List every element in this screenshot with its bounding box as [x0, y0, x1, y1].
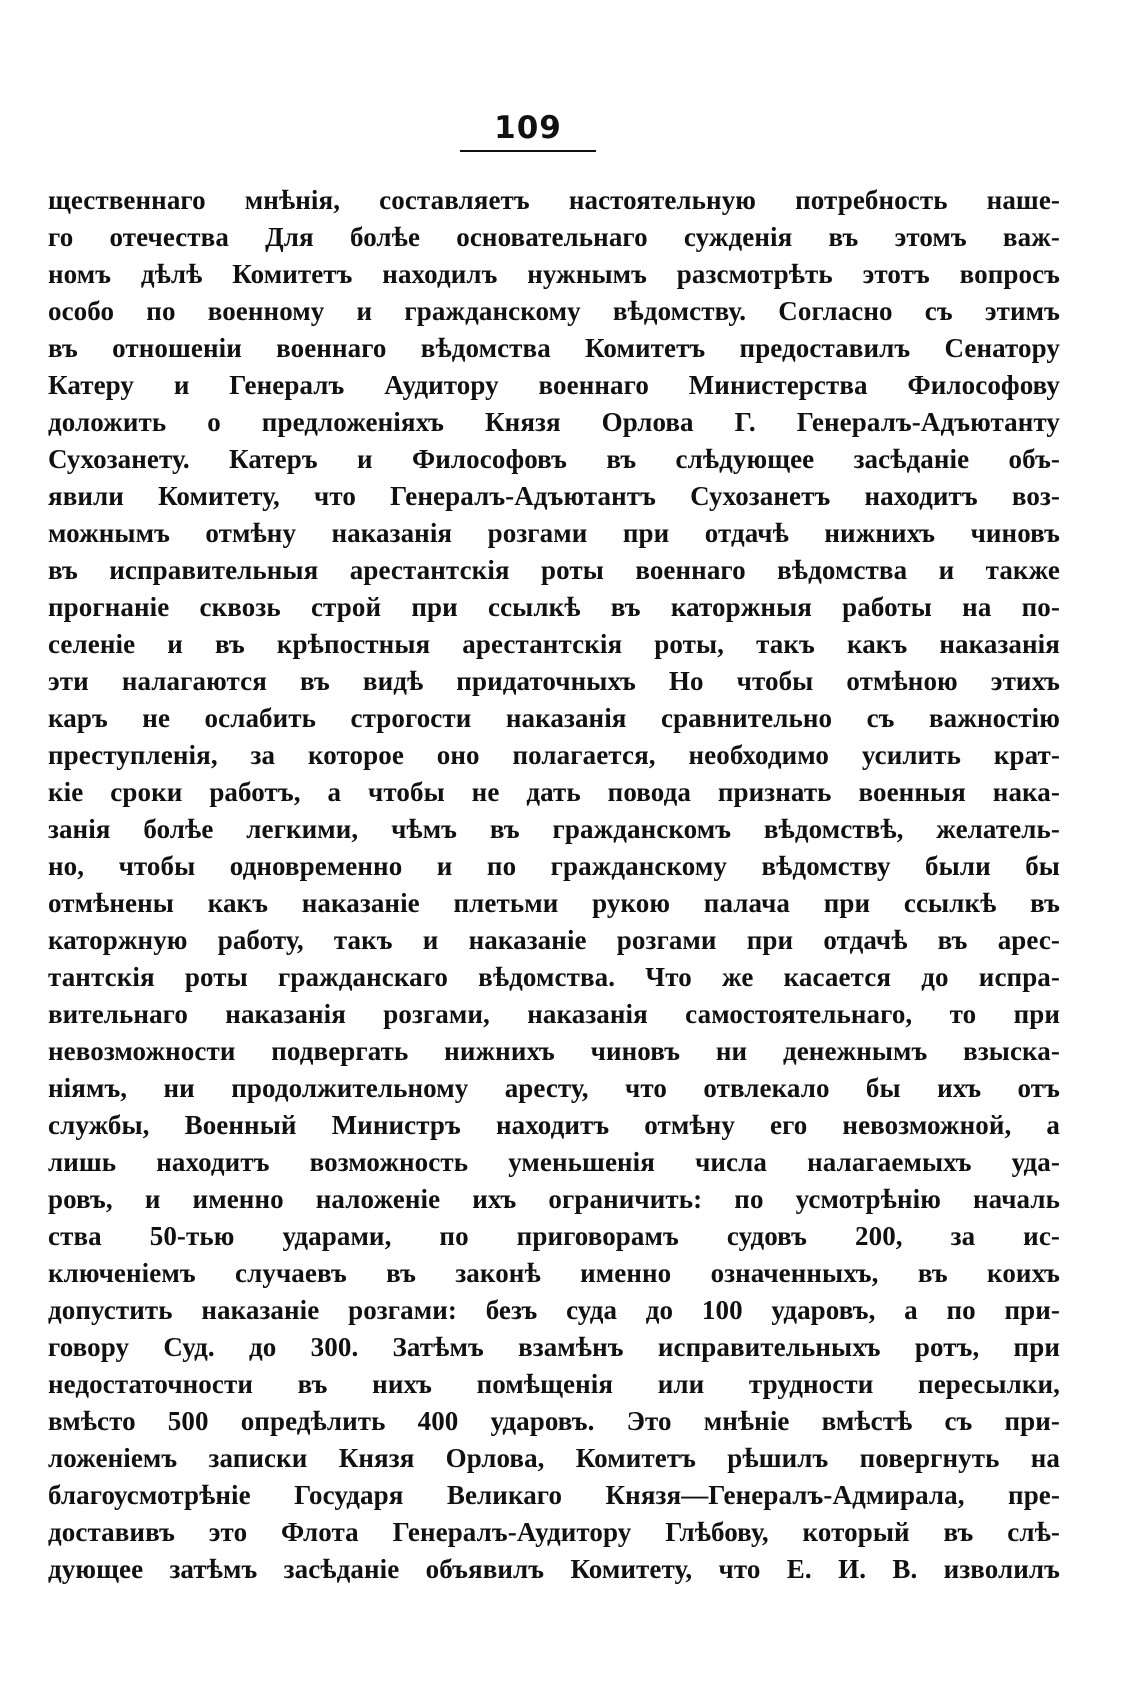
text-line: явили Комитету, что Генералъ-Адъютантъ Сухозанетъ находитъ воз- [48, 481, 1060, 511]
text-line: ства 50-тью ударами, по приговорамъ судовъ 200, за ис- [48, 1221, 1060, 1251]
text-line: ніямъ, ни продолжительному аресту, что отвлекало бы ихъ отъ [48, 1073, 1060, 1103]
text-line: невозможности подвергать нижнихъ чиновъ ни денежнымъ взыска- [48, 1036, 1060, 1066]
page-number-rule [460, 150, 596, 152]
text-line: службы, Военный Министръ находитъ отмѣну его невозможной, а [48, 1110, 1060, 1140]
text-line: доложить о предложеніяхъ Князя Орлова Г. Генералъ-Адъютанту [48, 407, 1060, 437]
text-line: особо по военному и гражданскому вѣдомству. Согласно съ этимъ [48, 296, 1060, 326]
text-line: преступленія, за которое оно полагается, необходимо усилить крат- [48, 740, 1060, 770]
text-line: лишь находитъ возможность уменьшенія числа налагаемыхъ уда- [48, 1147, 1060, 1177]
text-line: номъ дѣлѣ Комитетъ находилъ нужнымъ разсмотрѣть этотъ вопросъ [48, 259, 1060, 289]
text-line: благоусмотрѣніе Государя Великаго Князя—Генералъ-Адмирала, пре- [48, 1480, 1060, 1510]
text-line: вительнаго наказанія розгами, наказанія самостоятельнаго, то при [48, 999, 1060, 1029]
text-line: дующее затѣмъ засѣданіе объявилъ Комитету, что Е. И. В. изволилъ [48, 1554, 1060, 1584]
text-line: го отечества Для болѣе основательнаго сужденія въ этомъ важ- [48, 222, 1060, 252]
text-line: но, чтобы одновременно и по гражданскому вѣдомству были бы [48, 851, 1060, 881]
text-line: прогнаніе сквозь строй при ссылкѣ въ каторжныя работы на по- [48, 592, 1060, 622]
text-line: недостаточности въ нихъ помѣщенія или трудности пересылки, [48, 1369, 1060, 1399]
text-line: каторжную работу, такъ и наказаніе розгами при отдачѣ въ арес- [48, 925, 1060, 955]
text-line: говору Суд. до 300. Затѣмъ взамѣнъ исправительныхъ ротъ, при [48, 1332, 1060, 1362]
text-line: эти налагаются въ видѣ придаточныхъ Но чтобы отмѣною этихъ [48, 666, 1060, 696]
text-line: ложеніемъ записки Князя Орлова, Комитетъ рѣшилъ повергнуть на [48, 1443, 1060, 1473]
text-line: въ исправительныя арестантскія роты военнаго вѣдомства и также [48, 555, 1060, 585]
text-line: доставивъ это Флота Генералъ-Аудитору Глѣбову, который въ слѣ- [48, 1517, 1060, 1547]
text-line: занія болѣе легкими, чѣмъ въ гражданскомъ вѣдомствѣ, желатель- [48, 814, 1060, 844]
text-line: вмѣсто 500 опредѣлить 400 ударовъ. Это мнѣніе вмѣстѣ съ при- [48, 1406, 1060, 1436]
text-line: можнымъ отмѣну наказанія розгами при отдачѣ нижнихъ чиновъ [48, 518, 1060, 548]
text-line: щественнаго мнѣнія, составляетъ настоятельную потребность наше- [48, 185, 1060, 215]
text-line: тантскія роты гражданскаго вѣдомства. Что же касается до испра- [48, 962, 1060, 992]
text-line: Катеру и Генералъ Аудитору военнаго Министерства Философову [48, 370, 1060, 400]
text-line: отмѣнены какъ наказаніе плетьми рукою палача при ссылкѣ въ [48, 888, 1060, 918]
text-line: селеніе и въ крѣпостныя арестантскія роты, такъ какъ наказанія [48, 629, 1060, 659]
text-line: ровъ, и именно наложеніе ихъ ограничить: по усмотрѣнію началь [48, 1184, 1060, 1214]
page-number: 109 [494, 110, 562, 146]
text-line: въ отношеніи военнаго вѣдомства Комитетъ предоставилъ Сенатору [48, 333, 1060, 363]
text-line: каръ не ослабить строгости наказанія сравнительно съ важностію [48, 703, 1060, 733]
text-line: кіе сроки работъ, а чтобы не дать повода признать военныя нака- [48, 777, 1060, 807]
body-text [48, 182, 1060, 1588]
text-line: допустить наказаніе розгами: безъ суда до 100 ударовъ, а по при- [48, 1295, 1060, 1325]
text-line: ключеніемъ случаевъ въ законѣ именно означенныхъ, въ коихъ [48, 1258, 1060, 1288]
text-line: Сухозанету. Катеръ и Философовъ въ слѣдующее засѣданіе объ- [48, 444, 1060, 474]
